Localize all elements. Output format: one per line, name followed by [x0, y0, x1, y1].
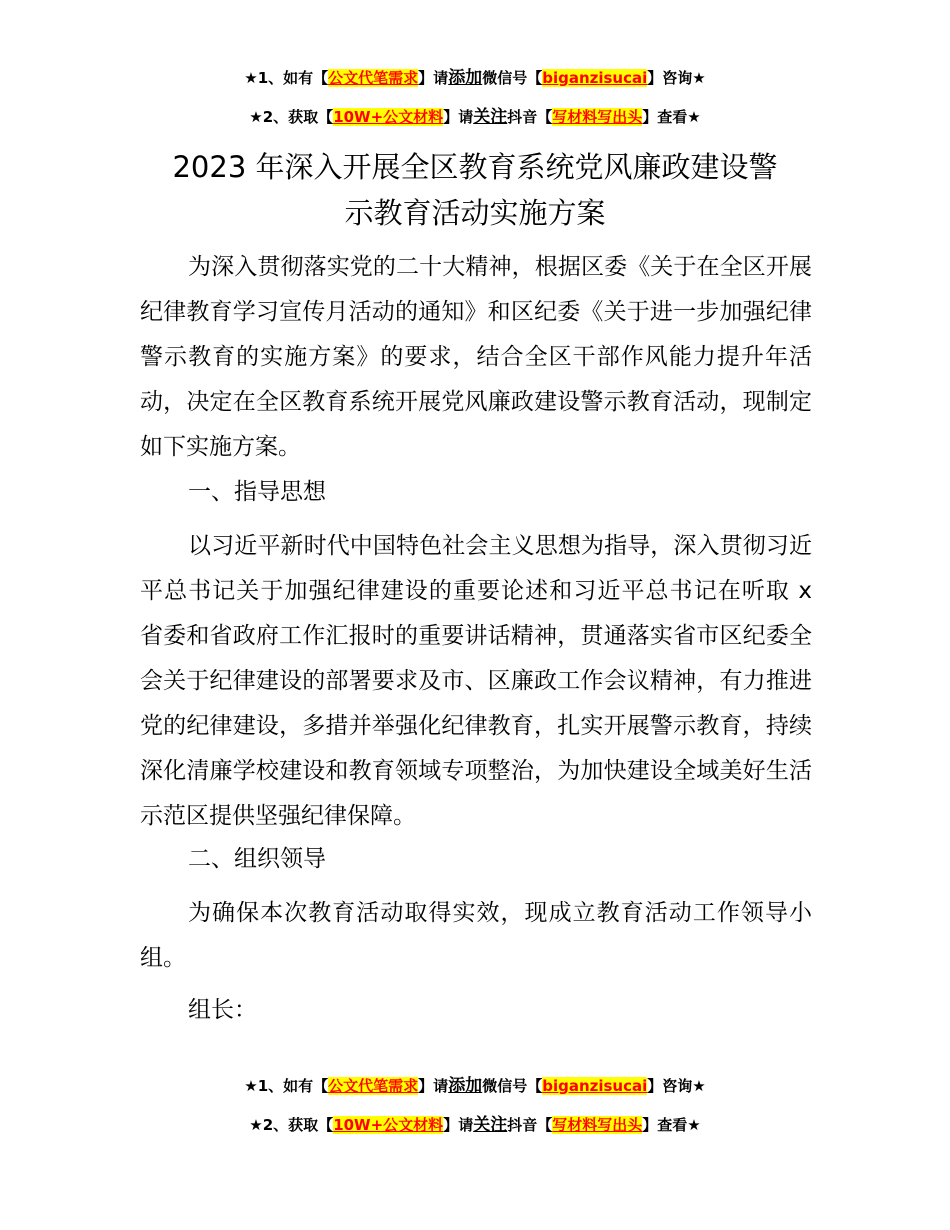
promo-prefix: ★1、如有【 [244, 1077, 329, 1095]
promo-prefix: ★2、获取【 [249, 108, 334, 126]
section-2-heading: 二、组织领导 [188, 846, 326, 872]
intro-paragraph: 为深入贯彻落实党的二十大精神，根据区委《关于在全区开展纪律教育学习宣传月活动的通知》和区纪委《关于进一步加强纪律警示教育的实施方案》的要求，结合全区干部作风能力提升年活动，决定在全区教育系统开展党风廉政建设警示教育活动，现制定如下实施方案。 [140, 254, 812, 460]
title-line-1: 2023 年深入开展全区教育系统党风廉政建设警 [172, 150, 778, 184]
promo-highlight: 10W+公文材料 [333, 1116, 444, 1134]
header-promo-line-1 [0, 68, 950, 88]
promo-text: 】请 [418, 1077, 449, 1095]
promo-douyin-id: 写材料写出头 [552, 1116, 643, 1134]
promo-douyin-id: 写材料写出头 [552, 108, 643, 126]
footer-promo-line-2 [0, 1115, 950, 1135]
promo-highlight: 10W+公文材料 [333, 108, 444, 126]
section-2-body: 为确保本次教育活动取得实效，现成立教育活动工作领导小组。 [140, 900, 812, 971]
section-1-heading: 一、指导思想 [188, 479, 326, 505]
footer-promo-line-1 [0, 1076, 950, 1096]
promo-emphasis: 添加 [448, 1076, 483, 1096]
section-1-body: 以习近平新时代中国特色社会主义思想为指导，深入贯彻习近平总书记关于加强纪律建设的重要论述和习近平总书记在听取 x 省委和省政府工作汇报时的重要讲话精神，贯通落实省市区纪委全会关于纪律建设的部署要求及市、区廉政工作会议精神，有力推进党的纪律建设，多措并举强化纪律教育，扎实开展警示教育，持续深化清廉学校建设和教育领域专项整治，为加快建设全域美好生活示范区提供坚强纪律保障。 [140, 533, 812, 829]
promo-text: 微信号【 [482, 69, 543, 87]
promo-suffix: 】查看★ [642, 108, 701, 126]
promo-suffix: 】咨询★ [647, 1077, 706, 1095]
promo-highlight: 公文代笔需求 [328, 69, 419, 87]
title-line-2: 示教育活动实施方案 [344, 196, 606, 230]
promo-wechat-id: biganzisucai [542, 69, 648, 87]
document-title [120, 144, 830, 236]
promo-text: 】请 [443, 108, 474, 126]
leader-label: 组长： [188, 997, 257, 1023]
promo-prefix: ★1、如有【 [244, 69, 329, 87]
promo-highlight: 公文代笔需求 [328, 1077, 419, 1095]
promo-emphasis: 添加 [448, 68, 483, 88]
promo-text: 】请 [418, 69, 449, 87]
promo-prefix: ★2、获取【 [249, 1116, 334, 1134]
promo-suffix: 】查看★ [642, 1116, 701, 1134]
promo-suffix: 】咨询★ [647, 69, 706, 87]
promo-wechat-id: biganzisucai [542, 1077, 648, 1095]
promo-text: 】请 [443, 1116, 474, 1134]
promo-emphasis: 关注 [473, 1115, 508, 1135]
promo-emphasis: 关注 [473, 107, 508, 127]
header-promo-line-2 [0, 107, 950, 127]
promo-text: 微信号【 [482, 1077, 543, 1095]
promo-text: 抖音【 [507, 1116, 553, 1134]
promo-text: 抖音【 [507, 108, 553, 126]
